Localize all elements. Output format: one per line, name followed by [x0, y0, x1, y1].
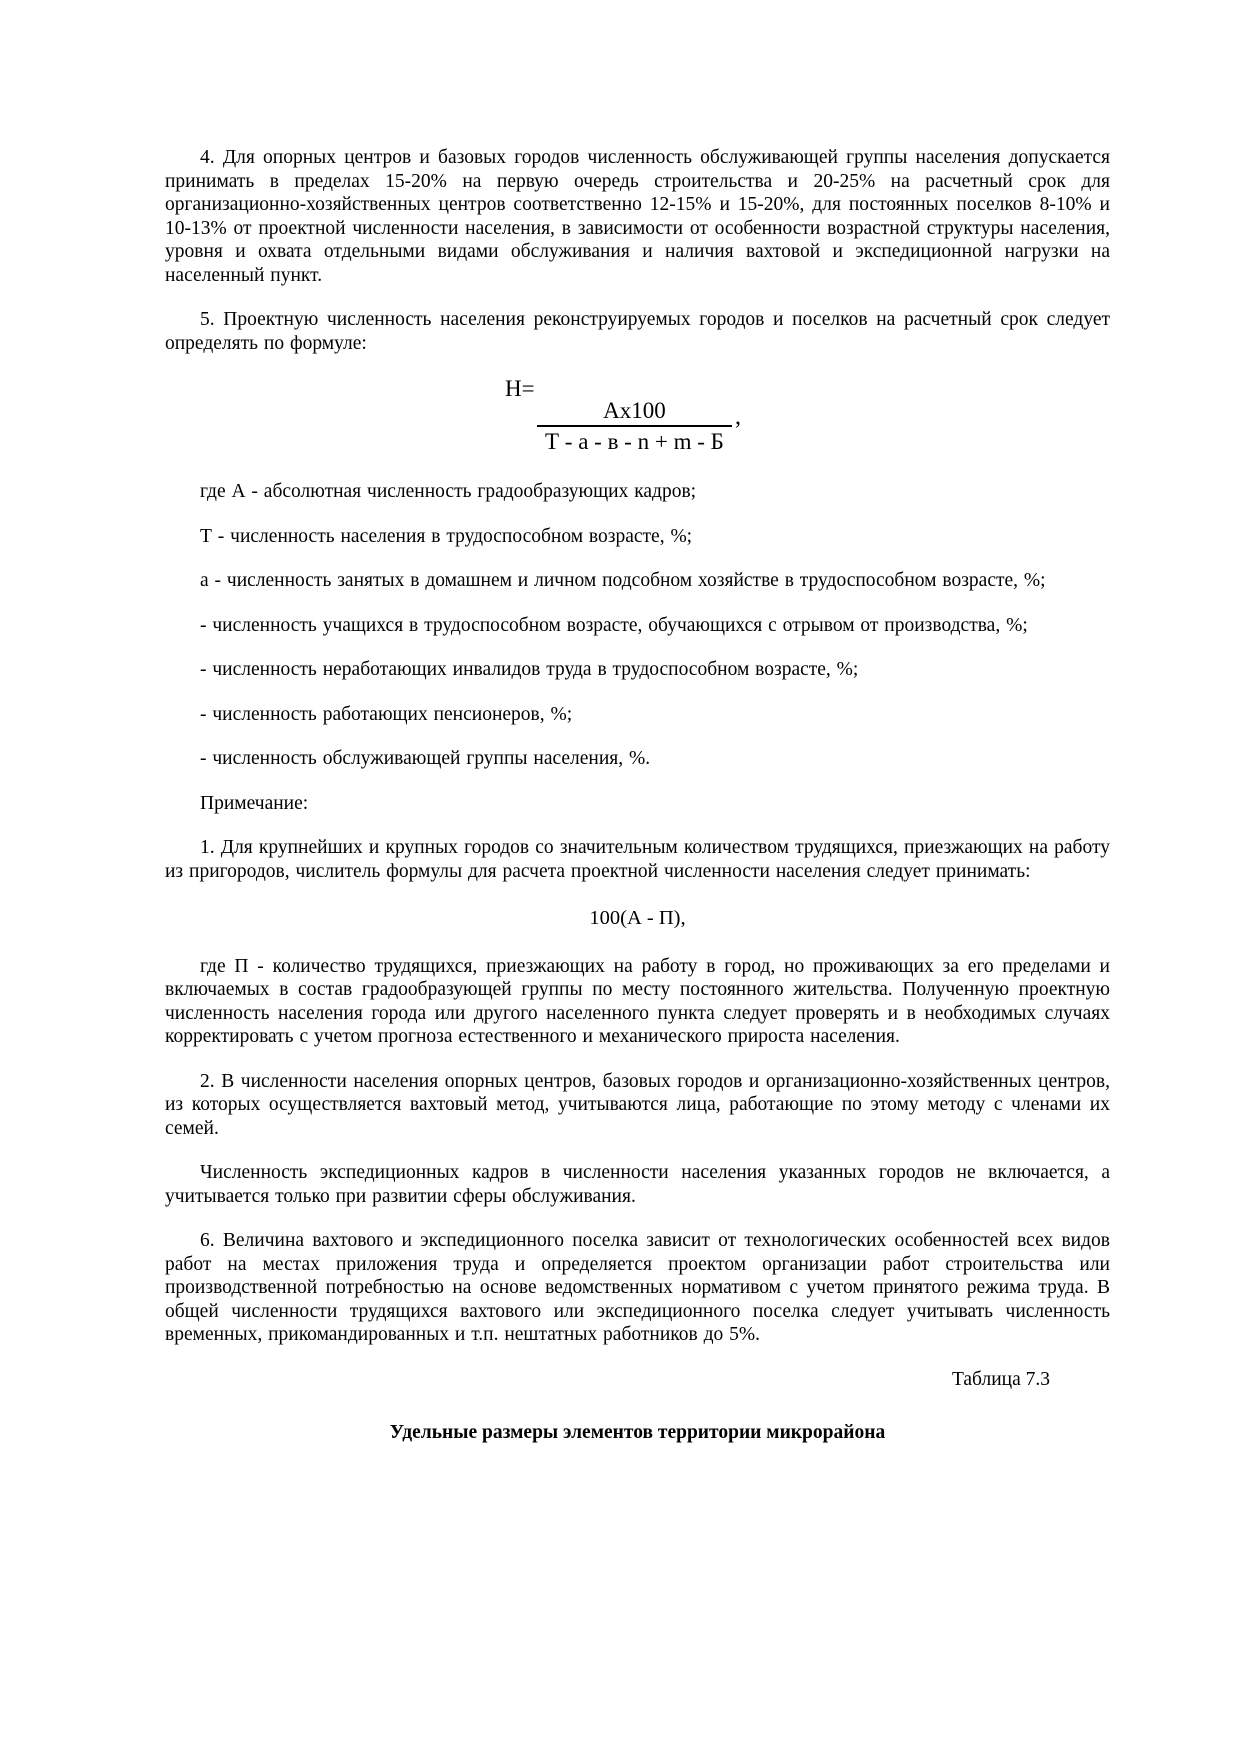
population-formula [165, 376, 1110, 456]
paragraph-5: 5. Проектную численность населения реконструируемых городов и поселков на расчетный срок следует определять по формуле: [165, 309, 1110, 354]
formula-trailing-comma: , [735, 404, 741, 430]
definition-item-pensioners: - численность работающих пенсионеров, %; [200, 703, 573, 725]
definition-item-a-capital: где А - абсолютная численность градообразующих кадров; [200, 481, 697, 502]
formula-lhs: Н= [505, 376, 535, 401]
table-caption: Таблица 7.3 [951, 1368, 1050, 1390]
definition-item-service-group: - численность обслуживающей группы населения, %. [200, 748, 651, 769]
paragraph-6: 6. Величина вахтового и экспедиционного поселка зависит от технологических особенностей всех видов работ на местах приложения труда и определяется проектом организации работ строительства или производственной потребностью на основе ведомственных нормативом с учетом принятого режима труда. В общей численности трудящихся вахтового или экспедиционного поселка следует учитывать численность временных, прикомандированных и т.п. нештатных работников до 5%. [165, 1230, 1110, 1345]
definition-item-students: - численность учащихся в трудоспособном возрасте, обучающихся с отрывом от производства, %; [200, 614, 1028, 636]
table-title: Удельные размеры элементов территории микрорайона [389, 1422, 886, 1443]
formula-denominator: Т - а - в - n + m - Б [537, 425, 732, 454]
note-item-2: 2. В численности населения опорных центров, базовых городов и организационно-хозяйственных центров, из которых осуществляется вахтовый метод, учитываются лица, работающие по этому методу с членами их семей. [165, 1070, 1110, 1139]
paragraph-4: 4. Для опорных центров и базовых городов численность обслуживающей группы населения допускается принимать в пределах 15-20% на первую очередь строительства и 20-25% на расчетный срок для организационно-хозяйственных центров соответственно 12-15% и 15-20%, для постоянных поселков 8-10% и 10-13% от проектной численности населения, в зависимости от особенности возрастной структуры населения, уровня и охвата отдельными видами обслуживания и наличия вахтовой и экспедиционной нагрузки на населенный пункт. [165, 147, 1110, 286]
numerator-formula: 100(А - П), [589, 907, 686, 929]
definition-item-a-small: а - численность занятых в домашнем и личном подсобном хозяйстве в трудоспособном возрасте, %; [200, 570, 1046, 591]
definition-item-t: Т - численность населения в трудоспособном возрасте, %; [200, 525, 693, 547]
note-item-2-continued: Численность экспедиционных кадров в численности населения указанных городов не включается, а учитывается только при развитии сферы обслуживания. [165, 1162, 1110, 1207]
definition-item-invalids: - численность неработающих инвалидов труда в трудоспособном возрасте, %; [200, 659, 859, 680]
formula-numerator: Ах100 [603, 398, 666, 423]
formula-fraction [537, 398, 732, 455]
note-label: Примечание: [200, 792, 309, 814]
note-item-1: 1. Для крупнейших и крупных городов со значительным количеством трудящихся, приезжающих на работу из пригородов, числитель формулы для расчета проектной численности населения следует принимать: [165, 837, 1110, 882]
note-item-1-continued: где П - количество трудящихся, приезжающих на работу в город, но проживающих за его пределами и включаемых в состав градообразующей группы по месту постоянного жительства. Полученную проектную численность населения города или другого населенного пункта следует проверять и в необходимых случаях корректировать с учетом прогноза естественного и механического прироста населения. [165, 955, 1110, 1047]
